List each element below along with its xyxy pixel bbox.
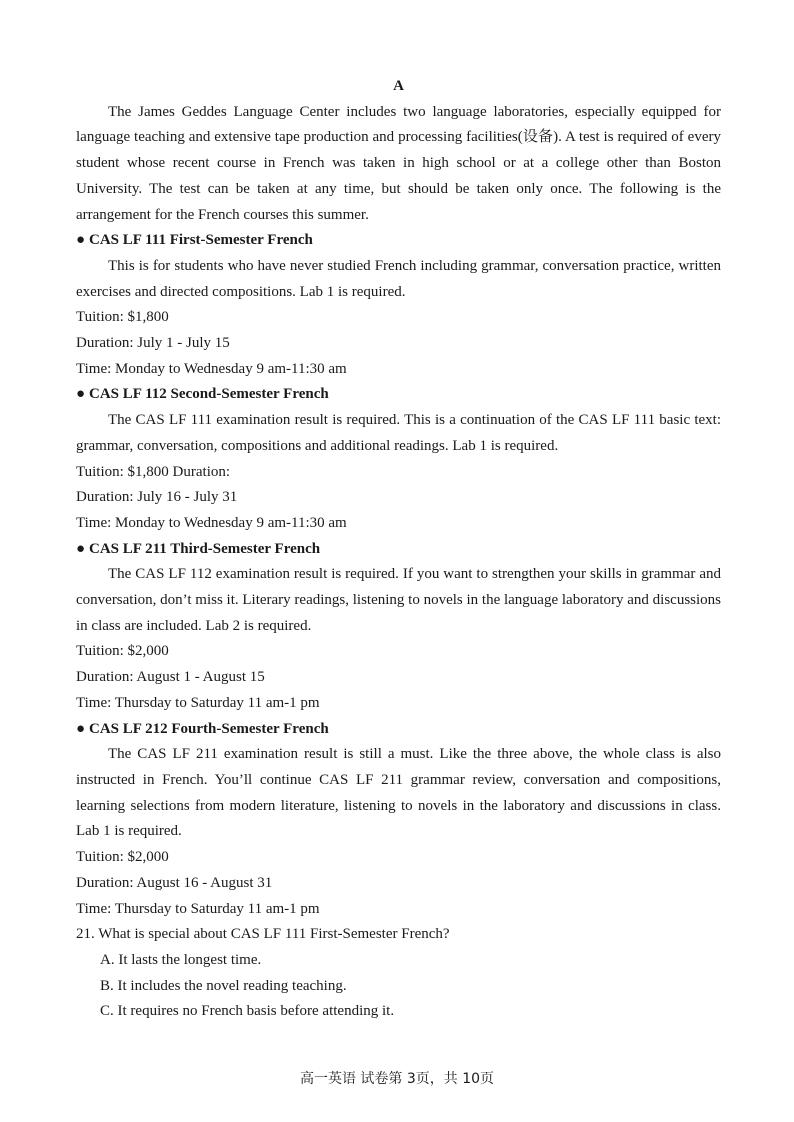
course-heading	[76, 382, 721, 408]
course-heading	[76, 717, 721, 743]
question-block	[76, 922, 721, 1025]
bullet-icon: ●	[76, 232, 86, 249]
answer-option-c: C. It requires no French basis before attending it.	[100, 1003, 395, 1020]
course-time: Time: Thursday to Saturday 11 am-1 pm	[76, 900, 320, 917]
course-description: The CAS LF 111 examination result is required. This is a continuation of the CAS LF 111 basic text: grammar, conversation, compositions and additional readings. Lab 1 is required.	[76, 412, 721, 454]
course-time: Time: Monday to Wednesday 9 am-11:30 am	[76, 360, 347, 377]
course-title: CAS LF 112 Second-Semester French	[89, 386, 329, 403]
course-heading	[76, 228, 721, 254]
course-title: CAS LF 211 Third-Semester French	[89, 540, 321, 557]
course-duration: Duration: August 16 - August 31	[76, 874, 273, 891]
question-stem: 21. What is special about CAS LF 111 First-Semester French?	[76, 926, 450, 943]
course-title: CAS LF 212 Fourth-Semester French	[89, 720, 329, 737]
document-page	[76, 74, 721, 1025]
course-description: This is for students who have never studied French including grammar, conversation practice, written exercises and directed compositions. Lab 1 is required.	[76, 257, 721, 300]
course-duration: Duration: July 16 - July 31	[76, 489, 238, 506]
course-description: The CAS LF 112 examination result is required. If you want to strengthen your skills in grammar and conversation, don’t miss it. Literary readings, listening to novels in the language laboratory and discussions in class are included. Lab 2 is required.	[76, 566, 722, 634]
course-tuition: Tuition: $2,000	[76, 643, 169, 660]
course-tuition: Tuition: $2,000	[76, 849, 169, 866]
answer-option-a: A. It lasts the longest time.	[100, 951, 262, 968]
course-block-112	[76, 382, 721, 536]
course-duration: Duration: July 1 - July 15	[76, 335, 230, 352]
bullet-icon: ●	[76, 540, 86, 557]
bullet-icon: ●	[76, 386, 86, 403]
answer-option-b: B. It includes the novel reading teaching.	[100, 977, 347, 994]
course-tuition: Tuition: $1,800	[76, 309, 169, 326]
course-duration: Duration: August 1 - August 15	[76, 669, 265, 686]
course-block-212	[76, 717, 721, 923]
course-block-111	[76, 228, 721, 382]
course-heading	[76, 537, 721, 563]
section-title: A	[393, 78, 404, 94]
course-time: Time: Thursday to Saturday 11 am-1 pm	[76, 694, 320, 711]
bullet-icon: ●	[76, 720, 86, 737]
intro-paragraph: The James Geddes Language Center includes two language laboratories, especially equipped for language teaching and extensive tape production and processing facilities(设备). A test is required of every student whose recent course in French was taken in high school or at a college other than Boston University. The test can be taken at any time, but should be taken only once. The following is the arrangement for the French courses this summer.	[76, 103, 721, 223]
course-block-211	[76, 537, 721, 717]
course-description: The CAS LF 211 examination result is still a must. Like the three above, the whole class is also instructed in French. You’ll continue CAS LF 211 grammar review, conversation and compositions, learning selections from modern literature, listening to novels in the laboratory and discussions in class. Lab 1 is required.	[76, 746, 721, 840]
course-title: CAS LF 111 First-Semester French	[89, 232, 313, 249]
course-tuition: Tuition: $1,800 Duration:	[76, 463, 231, 480]
course-time: Time: Monday to Wednesday 9 am-11:30 am	[76, 514, 347, 531]
page-footer: 高一英语 试卷第 3页，共 10页	[299, 1071, 495, 1087]
